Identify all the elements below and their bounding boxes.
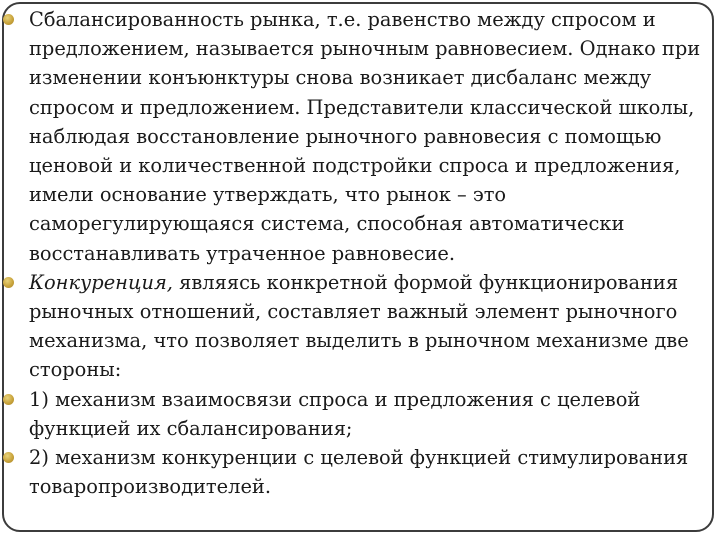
bullet-item-competition xyxy=(0,268,716,385)
bullet-text xyxy=(29,446,688,498)
bullet-body: являясь конкретной формой функционирования рыночных отношений, составляет важный элемент рыночного механизма, что позволяет выделить в рыночном механизме две стороны: xyxy=(29,270,689,382)
bullet-dot-icon xyxy=(3,277,14,288)
bullet-item-market-balance xyxy=(0,5,716,268)
bullet-emphasis: Конкуренция, xyxy=(29,270,173,294)
bullet-item-mechanism-2 xyxy=(0,443,716,501)
bullet-dot-icon xyxy=(3,394,14,405)
slide-body xyxy=(0,5,716,501)
bullet-dot-icon xyxy=(3,452,14,463)
bullet-body: 2) механизм конкуренции с целевой функцией стимулирования товаропроизводителей. xyxy=(29,446,689,499)
bullet-dot-icon xyxy=(3,14,14,25)
bullet-body: 1) механизм взаимосвязи спроса и предложения с целевой функцией их сбалансирования; xyxy=(29,387,641,440)
bullet-text xyxy=(29,388,640,440)
bullet-item-mechanism-1 xyxy=(0,385,716,443)
bullet-text xyxy=(29,8,700,265)
bullet-body: Сбалансированность рынка, т.е. равенство между спросом и предложением, называется рыночным равновесием. Однако при изменении конъюнктуры снова возникает дисбаланс между спросом и предложением. Представители классической школы, наблюдая восстановление рыночного равновесия с помощью ценовой и количественной подстройки спроса и предложения, имели основание утверждать, что рынок – это саморегулирующаяся система, способная автоматически восстанавливать утраченное равновесие. xyxy=(29,8,701,265)
bullet-text xyxy=(29,271,689,382)
